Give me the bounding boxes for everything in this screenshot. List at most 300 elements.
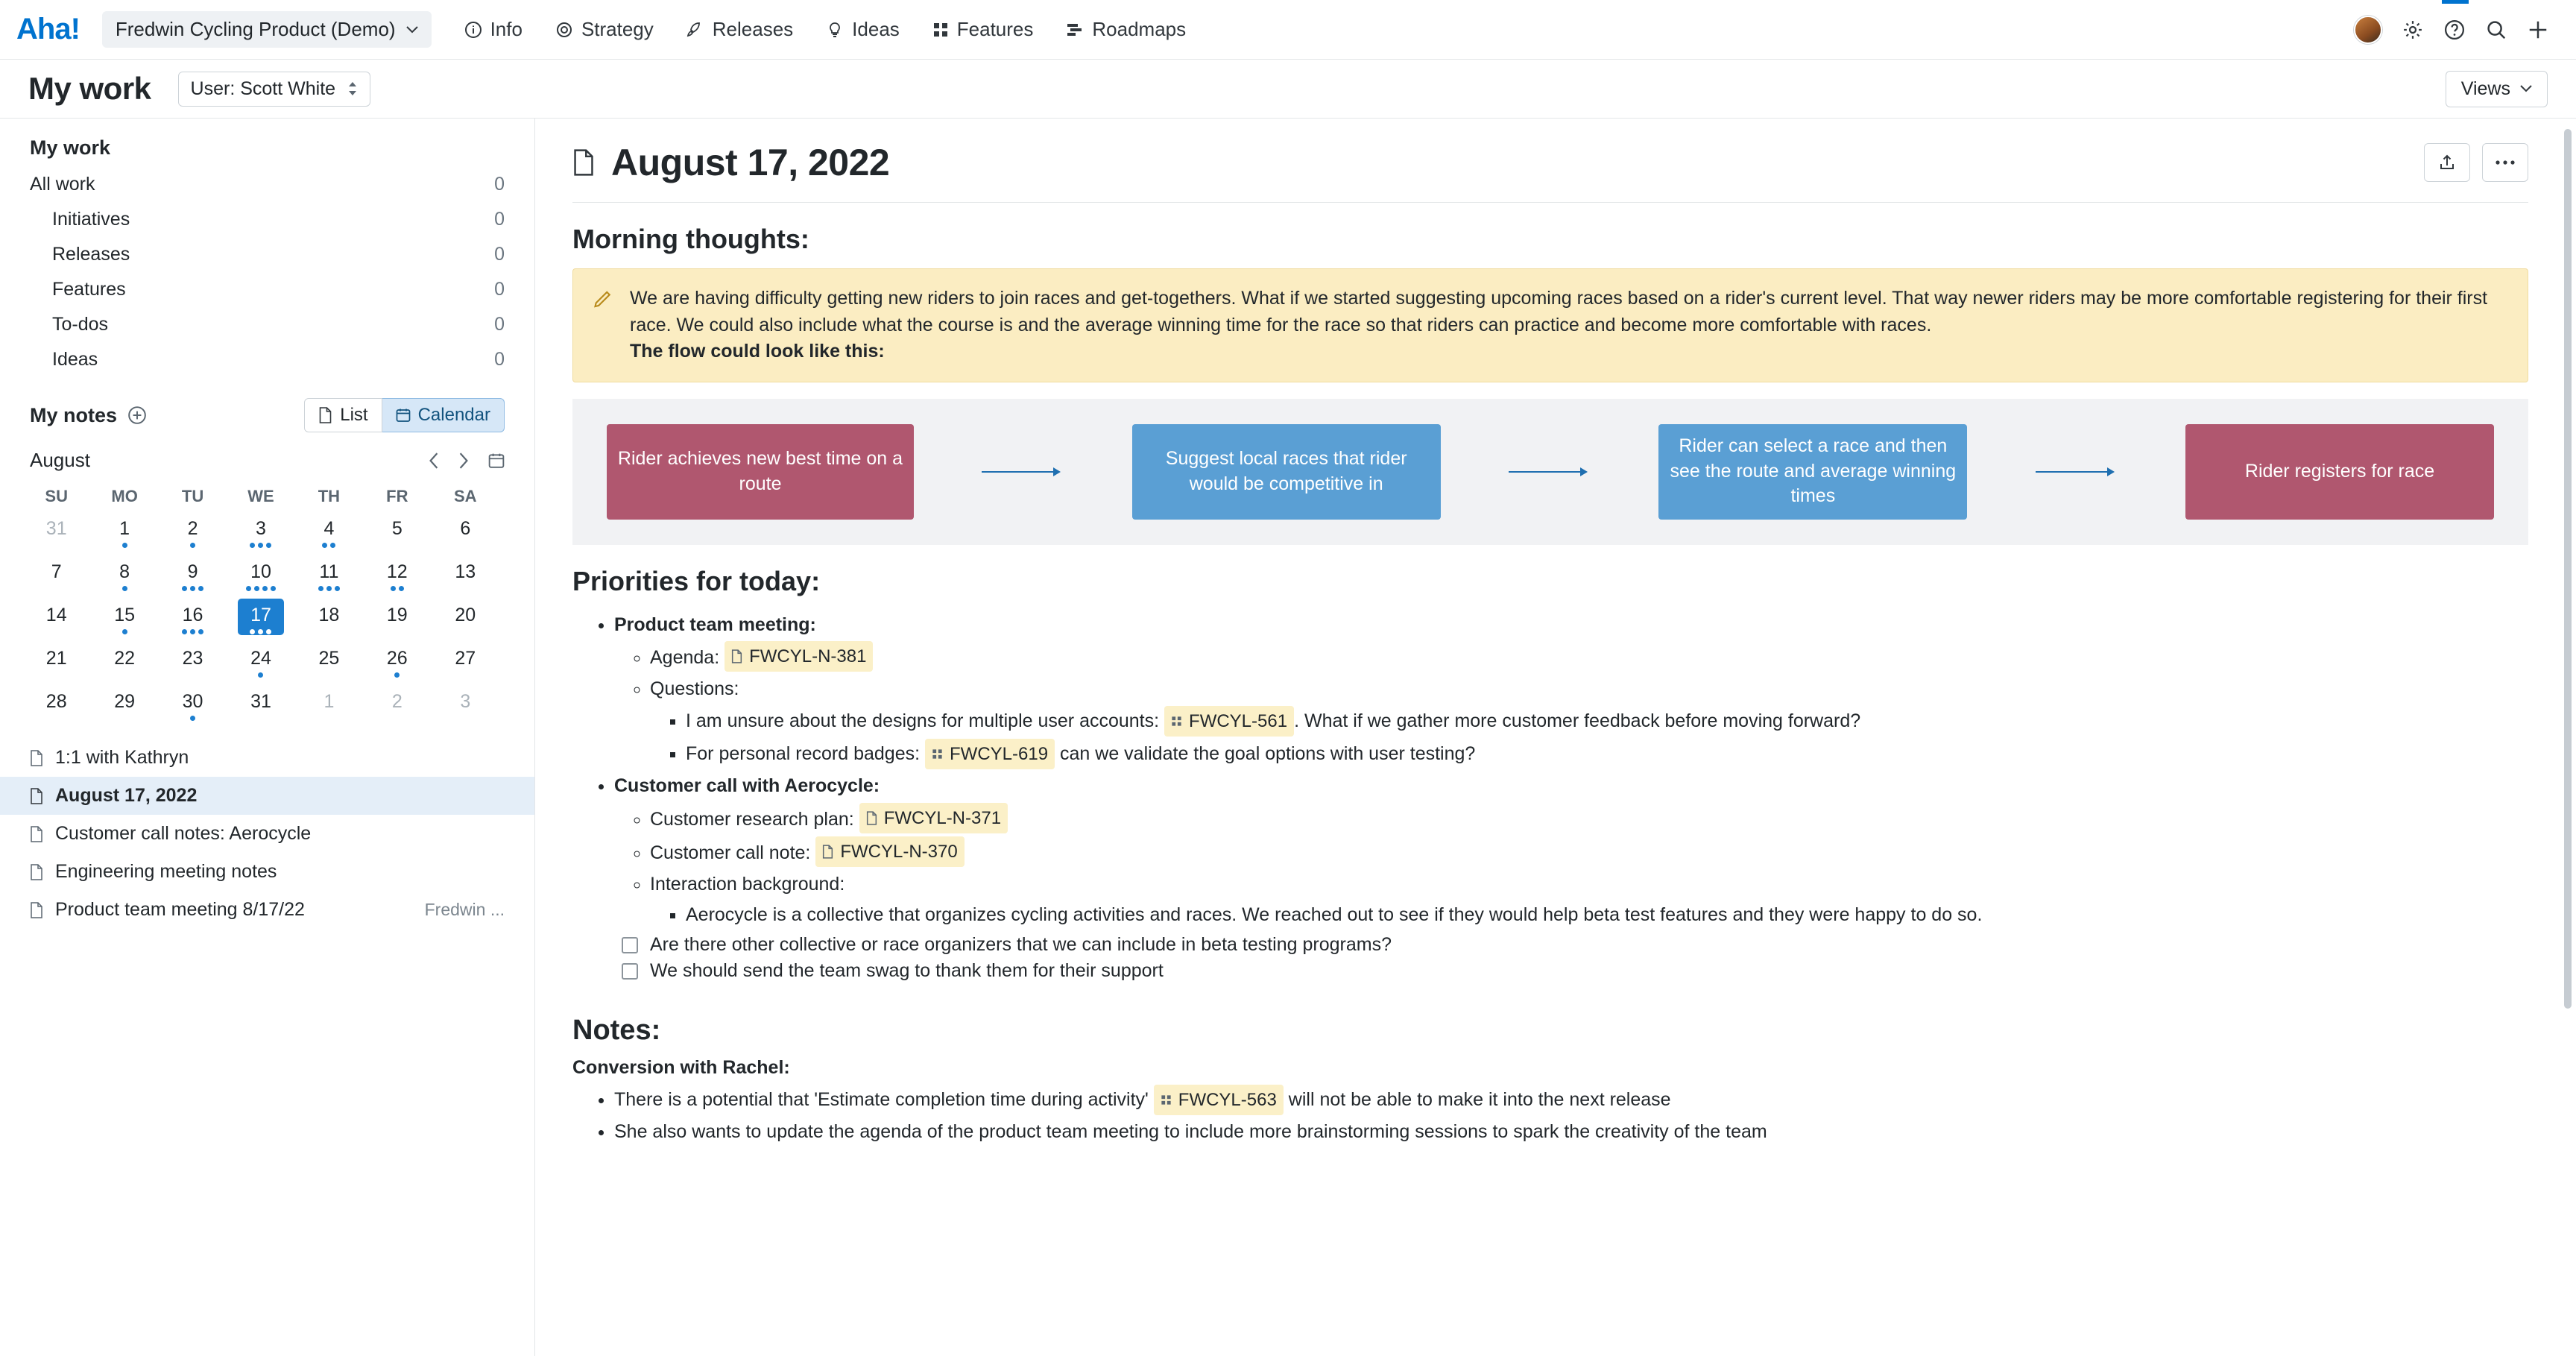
active-nav-indicator [2442,0,2469,4]
nav-item-info[interactable] [451,10,536,48]
research-plan-label: Customer research plan: [650,809,854,830]
calendar-day-number: 2 [187,518,198,539]
checkbox-icon[interactable] [622,937,638,953]
calendar-day-dot [335,586,340,591]
document-title: August 17, 2022 [611,142,890,183]
calendar-day-number: 10 [250,561,271,582]
chevron-right-icon[interactable] [458,452,469,469]
scrollbar-track[interactable] [2566,119,2574,1356]
record-tag[interactable] [1164,706,1294,737]
sidebar-label-initiatives: Initiatives [52,209,130,230]
gear-icon[interactable] [2402,19,2424,41]
calendar-day[interactable] [34,685,80,722]
calendar-day-dots [34,629,80,635]
calendar-day-dots [238,629,284,635]
calendar-day[interactable] [442,599,488,635]
calendar-day-dot [182,586,187,591]
list-item[interactable] [0,853,534,891]
views-button[interactable] [2446,71,2548,107]
call-note-label: Customer call note: [650,842,811,863]
calendar-day-number: 15 [114,605,136,625]
sidebar-item-todos[interactable] [0,307,534,342]
notes-list-content [572,1085,2528,1147]
calendar-day-dots [442,672,488,678]
note-record-icon [866,811,877,825]
calendar-day[interactable] [170,599,216,635]
note-title: Engineering meeting notes [55,861,277,882]
question-1-text-after: . What if we gather more customer feedback before moving forward? [1294,710,1861,731]
note-record-icon [822,845,833,859]
record-tag[interactable] [925,739,1055,769]
sidebar-label-ideas: Ideas [52,349,98,370]
list-item [650,675,2528,769]
document-icon [572,149,595,176]
calendar-day-dot [122,629,127,634]
calendar-day-dots [170,586,216,592]
list-item [650,836,2528,868]
calendar-day-dot [254,586,259,591]
calendar-day[interactable] [442,642,488,678]
calendar-day-dot [190,543,195,548]
calendar-day-number: 29 [114,691,136,712]
list-item: ▪ Aerocycle is a collective that organizes cycling activities and races. We reached out to see if they would help beta test features and they were happy to do so. [686,901,2528,930]
document-icon [30,750,43,766]
notes-view-calendar-label: Calendar [417,405,490,425]
calendar-day-cell[interactable] [22,685,90,728]
calendar-day-selected[interactable] [238,599,284,635]
calendar-day-dot [266,543,271,548]
calendar-day[interactable] [442,512,488,549]
calendar-day-number: 24 [250,648,271,669]
flow-step-3: Rider can select a race and then see the route and average winning times [1658,424,1967,520]
callout-subline: The flow could look like this: [630,341,885,362]
calendar-day-dot [271,586,276,591]
calendar-day-cell[interactable] [90,555,158,599]
calendar-day[interactable] [306,685,352,722]
note-title: Customer call notes: Aerocycle [55,823,312,844]
nav-label-ideas: Ideas [852,18,900,40]
calendar-day[interactable] [374,642,420,678]
calendar-day-dot [258,629,263,634]
calendar-day-dot [326,586,332,591]
calendar-day-cell[interactable] [295,512,363,555]
calendar-day-cell[interactable] [227,512,294,555]
pencil-icon [593,286,613,365]
list-item [686,739,2528,769]
calendar-day[interactable] [101,555,148,592]
stepper-arrows-icon [347,81,358,97]
priorities-heading: Priorities for today: [572,565,821,596]
calendar-body [22,512,499,728]
calendar-month-label: August [30,449,90,471]
question-2-text-after: can we validate the goal options with user testing? [1060,743,1476,765]
checkbox-icon[interactable] [622,963,638,980]
calendar-day-number: 2 [391,691,402,712]
calendar-day-cell[interactable] [432,642,499,685]
notes-view-list-button[interactable] [304,398,382,432]
calendar-grid [22,481,499,728]
weekday-su: SU [45,487,68,505]
calendar-day-number: 19 [386,605,408,625]
sidebar-count-initiatives: 0 [494,209,505,230]
list-item[interactable] [0,777,534,815]
calendar-day-number: 23 [182,648,203,669]
calendar-day-dots [374,672,420,678]
calendar-day-cell[interactable] [159,685,227,728]
customer-call-label: Customer call with Aerocycle: [614,775,880,797]
question-1-text-before: I am unsure about the designs for multiple user accounts: [686,710,1160,731]
calendar-day-cell[interactable] [432,555,499,599]
flow-arrow-1 [914,466,1132,478]
sidebar-item-initiatives[interactable] [0,202,534,237]
calendar-day-cell[interactable] [227,685,294,728]
sidebar-count-all-work: 0 [494,174,505,195]
question-2-text-before: For personal record badges: [686,743,921,765]
user-selector[interactable] [178,72,371,107]
calendar-day-dots [306,543,352,549]
calendar-day-dots [306,629,352,635]
calendar-day-dots [34,672,80,678]
record-tag-label: FWCYL-619 [950,744,1049,765]
record-tag[interactable] [815,836,964,867]
more-options-button[interactable] [2482,143,2528,182]
calendar-day-dot [394,672,400,678]
record-tag[interactable] [1154,1085,1284,1115]
calendar-day-cell[interactable] [159,555,227,599]
calendar-day-number: 16 [182,605,203,625]
callout-paragraph: We are having difficulty getting new riders to join races and get-togethers. What if we started suggesting upcoming races based on a rider's current level. That way newer riders may be more comfortable registering for their first race. We could also include what the course is and the average winning time for the race so that riders can practice and become more comfortable with races. [630,288,2488,335]
chevron-left-icon[interactable] [429,452,439,469]
record-tag-label: FWCYL-N-381 [749,646,867,667]
calendar-day[interactable] [374,685,420,722]
share-button[interactable] [2424,143,2470,182]
calendar-day-dot [246,586,251,591]
list-item: • She also wants to update the agenda of the product team meeting to include more brainstorming sessions to spark the creativity of the team [614,1117,2528,1147]
sidebar-label-releases: Releases [52,244,130,265]
notes-view-calendar-button[interactable] [382,398,505,432]
page-header [0,60,2576,119]
calendar-day-cell[interactable] [159,512,227,555]
calendar-day-dot [190,716,195,721]
calendar-day[interactable] [101,642,148,678]
feature-record-icon [1171,716,1182,727]
calendar-day-cell[interactable] [90,512,158,555]
calendar-day-dots [442,586,488,592]
calendar-day-dots [374,543,420,549]
calendar-day-number: 21 [45,648,67,669]
calendar-day-number: 28 [45,691,67,712]
plus-icon[interactable] [2527,19,2549,41]
calendar-day-cell[interactable] [363,512,431,555]
nav-item-strategy[interactable] [542,10,667,48]
calendar-day-cell[interactable] [295,555,363,599]
calendar-day-cell[interactable] [22,555,90,599]
priorities-list [572,611,2528,930]
sidebar-count-ideas: 0 [494,349,505,370]
list-item [614,611,2528,770]
calendar-day-dots [101,629,148,635]
calendar-day-dots [374,586,420,592]
calendar-day-dots [306,586,352,592]
avatar[interactable] [2354,16,2382,44]
weekday-th: TH [318,487,341,505]
nav-label-info: Info [490,18,523,40]
calendar-day-cell[interactable] [90,599,158,642]
calendar-day-cell[interactable] [295,642,363,685]
calendar-day-dot [258,543,263,548]
calendar-day[interactable] [306,555,352,592]
calendar-jump-icon[interactable] [488,452,505,469]
calendar-day-dots [170,629,216,635]
calendar-day[interactable] [170,685,216,722]
nav-label-roadmaps: Roadmaps [1092,18,1187,40]
user-selector-label: User: Scott White [190,78,336,99]
calendar-day-cell[interactable] [363,685,431,728]
calendar-day-dot [198,629,203,634]
note-title: 1:1 with Kathryn [55,747,189,768]
calendar-day[interactable] [306,512,352,549]
divider [572,202,2528,203]
scrollbar-thumb[interactable] [2564,129,2572,1009]
calendar-day-number: 30 [182,691,203,712]
body-split [0,119,2576,1356]
calendar-day[interactable] [238,642,284,678]
callout-box [572,268,2528,382]
calendar-day[interactable] [306,599,352,635]
list-item [614,1085,2528,1115]
calendar-day-cell[interactable] [363,642,431,685]
nav-item-roadmaps[interactable] [1052,10,1199,48]
sidebar-item-ideas[interactable] [0,342,534,377]
product-selector[interactable] [102,11,432,48]
calendar-day-dot [250,543,255,548]
flow-step-2: Suggest local races that rider would be competitive in [1132,424,1441,520]
rocket-icon [686,21,704,39]
calendar-day-dots [238,586,284,592]
sidebar-item-releases[interactable] [0,237,534,272]
calendar-day-cell[interactable] [432,512,499,555]
note-1-after: will not be able to make it into the next release [1288,1089,1671,1111]
calendar-day[interactable] [34,555,80,592]
views-button-label: Views [2460,78,2510,99]
calendar-day-dots [34,543,80,549]
calendar-day-dot [182,629,187,634]
top-navigation-bar [0,0,2576,60]
roadmap-icon [1066,22,1084,37]
calendar-day-cell[interactable] [22,599,90,642]
meeting-sublist [614,641,2528,769]
weekday-fr: FR [386,487,408,505]
calendar-day-dots [442,716,488,722]
note-meta: Fredwin ... [424,900,505,919]
calendar-day[interactable] [170,512,216,549]
aha-logo[interactable]: Aha! [16,13,80,45]
document-icon [30,826,43,842]
document-icon [318,407,332,423]
list-item[interactable] [0,739,534,777]
calendar-day-number: 1 [323,691,335,712]
calendar-day-dots [101,586,148,592]
calendar-day-dot [258,672,263,678]
calendar-day[interactable] [170,555,216,592]
nav-item-ideas[interactable] [812,10,913,48]
questions-sublist [650,706,2528,769]
calendar-day-number: 20 [455,605,476,625]
calendar-day-cell[interactable] [227,555,294,599]
calendar-day-dots [170,543,216,549]
calendar-day-dots [34,586,80,592]
product-selector-label: Fredwin Cycling Product (Demo) [115,18,396,40]
sidebar-label-all-work: All work [30,174,95,195]
flow-step-4: Rider registers for race [2185,424,2494,520]
record-tag[interactable] [724,641,873,672]
calendar-day-dot [198,586,203,591]
calendar-day[interactable] [101,512,148,549]
list-item [614,772,2528,930]
calendar-day-dots [306,672,352,678]
calendar-day[interactable] [34,512,80,549]
calendar-day[interactable] [374,599,420,635]
calendar-day[interactable] [34,642,80,678]
calendar-day[interactable] [306,642,352,678]
nav-label-releases: Releases [712,18,794,40]
my-notes-title: My notes [30,403,118,426]
list-item[interactable] [0,815,534,853]
calendar-day[interactable] [101,599,148,635]
calendar-day-dot [122,543,127,548]
document-actions [2424,143,2528,182]
sidebar-count-todos: 0 [494,314,505,335]
sidebar-count-releases: 0 [494,244,505,265]
calendar-day-cell[interactable] [90,685,158,728]
calendar-day-dots [238,672,284,678]
questions-label: Questions: [650,678,739,700]
notes-view-list-label: List [340,405,368,425]
flow-arrow-2 [1441,466,1659,478]
calendar-day-dots [101,543,148,549]
calendar-day-cell[interactable] [22,512,90,555]
calendar-day-cell[interactable] [363,555,431,599]
record-tag-label: FWCYL-563 [1178,1090,1277,1111]
note-title: August 17, 2022 [55,785,198,806]
todo-row-1[interactable] [622,934,2528,956]
nav-item-features[interactable] [919,10,1047,48]
calendar-day-dots [306,716,352,722]
calendar-day[interactable] [238,555,284,592]
todo-row-2[interactable] [622,960,2528,982]
calendar-day-cell[interactable] [227,642,294,685]
calendar-day-number: 31 [45,518,67,539]
calendar-day-number: 6 [460,518,471,539]
calendar-day-number: 26 [386,648,408,669]
add-note-icon[interactable] [127,406,147,425]
calendar-day-number: 17 [250,605,271,625]
calendar-day-number: 3 [256,518,266,539]
calendar-day[interactable] [34,599,80,635]
calendar-day-number: 5 [391,518,402,539]
calendar-day-number: 8 [119,561,130,582]
nav-label-strategy: Strategy [581,18,654,40]
calendar-day-number: 27 [455,648,476,669]
calendar-day-dots [374,629,420,635]
morning-thoughts-heading: Morning thoughts: [572,224,809,254]
nav-label-features: Features [956,18,1034,40]
flow-step-1: Rider achieves new best time on a route [607,424,914,520]
calendar-day[interactable] [170,642,216,678]
calendar-day-dot [391,586,396,591]
calendar-day-cell[interactable] [363,599,431,642]
share-icon [2438,154,2456,171]
grid-icon [932,22,949,38]
calendar-day[interactable] [101,685,148,722]
calendar-day[interactable] [238,512,284,549]
record-tag-label: FWCYL-561 [1189,710,1288,731]
calendar-day-cell[interactable] [432,599,499,642]
document-icon [30,864,43,880]
calendar-day-number: 12 [386,561,408,582]
calendar-day-number: 1 [119,518,130,539]
calendar-day[interactable] [442,685,488,722]
calendar-day-cell[interactable] [295,685,363,728]
note-record-icon [731,649,742,663]
weekday-sa: SA [453,487,477,505]
calendar-day-cell[interactable] [159,599,227,642]
calendar-day-dots [374,716,420,722]
calendar-day-cell[interactable] [22,642,90,685]
list-item[interactable] [0,891,534,929]
note-title: Product team meeting 8/17/22 [55,899,305,920]
sidebar-item-all-work[interactable] [0,167,534,202]
calendar-day-cell[interactable] [159,642,227,685]
calendar-day-number: 18 [318,605,340,625]
page-title: My work [28,71,151,106]
calendar-day-cell[interactable] [227,599,294,642]
help-icon[interactable] [2443,19,2466,41]
calendar-day-dot [318,586,323,591]
ellipsis-icon [2496,160,2515,165]
calendar-week-row [22,685,499,728]
calendar-day-dots [238,716,284,722]
chevron-down-icon [406,26,418,34]
nav-item-releases[interactable] [673,10,806,48]
calendar-day[interactable] [238,685,284,722]
notes-list [0,739,534,929]
sidebar-item-features[interactable] [0,272,534,307]
calendar-day-dots [101,716,148,722]
calendar-week-row [22,512,499,555]
list-item [650,870,2528,930]
search-icon[interactable] [2485,19,2507,41]
calendar-day[interactable] [442,555,488,592]
calendar-day-cell[interactable] [90,642,158,685]
lightbulb-icon [826,21,844,39]
sidebar-label-features: Features [52,279,126,300]
sidebar-section-title: My work [30,136,111,159]
calendar-day-number: 3 [460,691,471,712]
calendar-icon [396,408,411,423]
flow-diagram [572,399,2528,545]
calendar-day-cell[interactable] [432,685,499,728]
calendar-day-cell[interactable] [295,599,363,642]
sidebar-label-todos: To-dos [52,314,109,335]
calendar-day-dots [442,543,488,549]
calendar-day-number: 14 [45,605,67,625]
calendar-day[interactable] [374,555,420,592]
document-icon [30,788,43,804]
record-tag[interactable] [859,803,1008,833]
calendar-day-dot [262,586,268,591]
calendar-day[interactable] [374,512,420,549]
